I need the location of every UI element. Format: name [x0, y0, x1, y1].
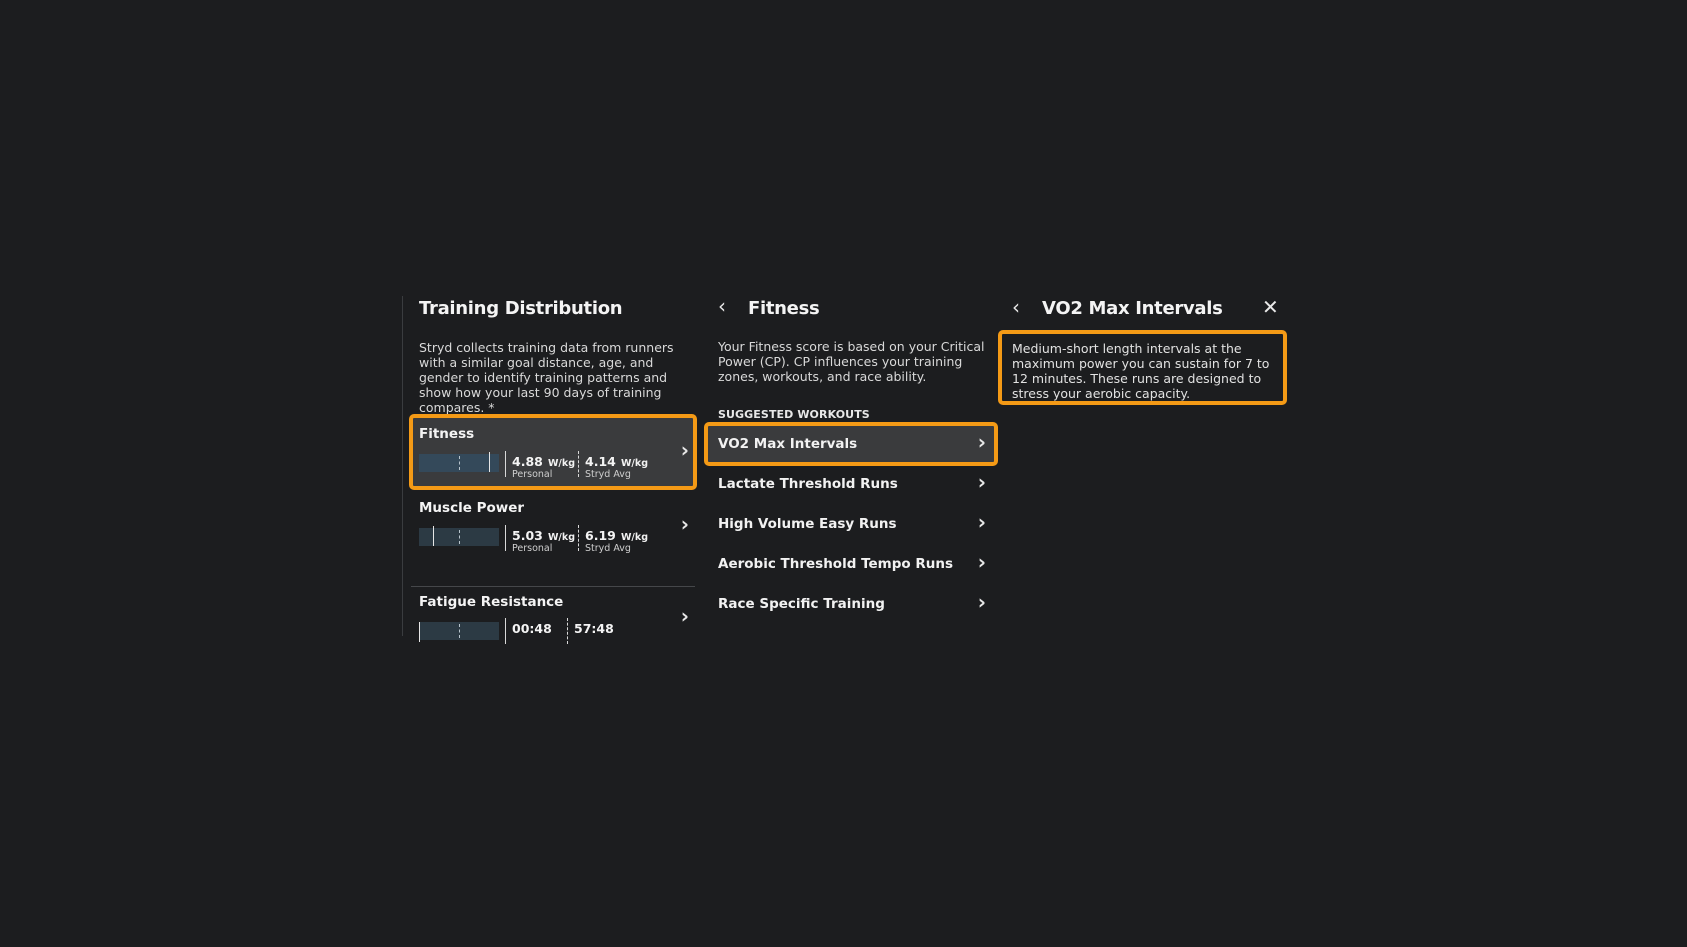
- avg-value-number: 6.19: [585, 528, 616, 543]
- avg-value-unit: W/kg: [620, 532, 649, 543]
- workout-label: Lactate Threshold Runs: [718, 476, 898, 492]
- panel-title: Fitness: [748, 298, 820, 319]
- avg-value-unit: W/kg: [620, 458, 649, 469]
- chevron-right-icon: ›: [977, 470, 986, 494]
- personal-marker: [419, 622, 420, 642]
- panel-description: Stryd collects training data from runners with a similar goal distance, age, and gender to identify training patterns and show how your last 90 days of training compares. *: [419, 340, 674, 415]
- workout-description-box: [1000, 332, 1285, 403]
- chevron-left-icon[interactable]: ‹: [1012, 295, 1020, 319]
- personal-value: [505, 451, 576, 480]
- personal-marker: [489, 452, 490, 472]
- personal-value: [505, 525, 576, 554]
- chevron-right-icon: ›: [977, 430, 986, 454]
- workout-item-lactate-threshold-runs[interactable]: [706, 464, 996, 504]
- avg-value-number: 4.14: [585, 454, 616, 469]
- workout-item-race-specific-training[interactable]: [706, 584, 996, 624]
- panel-description: Your Fitness score is based on your Critical Power (CP). CP influences your training zones, workouts, and race ability.: [718, 339, 985, 384]
- workout-item-vo2-max-intervals[interactable]: [706, 424, 996, 464]
- avg-value-number: 57:48: [574, 621, 614, 636]
- chevron-right-icon: ›: [680, 604, 689, 628]
- metric-row-muscle-power[interactable]: [411, 490, 695, 562]
- chevron-right-icon: ›: [977, 510, 986, 534]
- avg-label: Stryd Avg: [585, 469, 631, 480]
- personal-value-unit: W/kg: [547, 458, 576, 469]
- metric-row-fitness[interactable]: [411, 416, 695, 488]
- training-distribution-panel: [402, 296, 696, 636]
- workout-item-high-volume-easy-runs[interactable]: [706, 504, 996, 544]
- panel-title: VO2 Max Intervals: [1042, 298, 1223, 319]
- stryd-avg-marker: [459, 530, 460, 544]
- section-heading: SUGGESTED WORKOUTS: [718, 408, 870, 421]
- distribution-bar: [419, 528, 499, 546]
- stryd-avg-value: [578, 525, 649, 554]
- stryd-avg-value: [578, 451, 649, 480]
- workout-description: Medium-short length intervals at the maximum power you can sustain for 7 to 12 minutes. These runs are designed to stress your aerobic capacity.: [1012, 341, 1270, 401]
- workout-label: VO2 Max Intervals: [718, 436, 858, 452]
- chevron-left-icon[interactable]: ‹: [718, 294, 726, 318]
- distribution-bar: [419, 622, 499, 640]
- personal-value-number: 00:48: [512, 621, 552, 636]
- personal-label: Personal: [512, 543, 553, 554]
- metric-name: Fatigue Resistance: [419, 594, 564, 610]
- stryd-avg-marker: [459, 624, 460, 638]
- workout-label: Aerobic Threshold Tempo Runs: [718, 556, 954, 572]
- personal-value-unit: W/kg: [547, 532, 576, 543]
- close-icon[interactable]: ✕: [1262, 295, 1279, 319]
- chevron-right-icon: ›: [977, 550, 986, 574]
- personal-label: Personal: [512, 469, 553, 480]
- personal-marker: [433, 526, 434, 546]
- personal-value-number: 5.03: [512, 528, 543, 543]
- chevron-right-icon: ›: [680, 512, 689, 536]
- metric-name: Fitness: [419, 426, 475, 442]
- personal-value-number: 4.88: [512, 454, 543, 469]
- metric-name: Muscle Power: [419, 500, 525, 516]
- chevron-right-icon: ›: [680, 438, 689, 462]
- personal-value: [505, 618, 552, 644]
- chevron-right-icon: ›: [977, 590, 986, 614]
- panel-title: Training Distribution: [419, 298, 623, 319]
- avg-label: Stryd Avg: [585, 543, 631, 554]
- workout-item-aerobic-threshold-tempo-runs[interactable]: [706, 544, 996, 584]
- stryd-avg-value: [567, 618, 614, 644]
- metric-row-fatigue-resistance[interactable]: [411, 564, 695, 636]
- stryd-avg-marker: [459, 456, 460, 470]
- workout-label: High Volume Easy Runs: [718, 516, 897, 532]
- distribution-bar: [419, 454, 499, 472]
- workout-label: Race Specific Training: [718, 596, 885, 612]
